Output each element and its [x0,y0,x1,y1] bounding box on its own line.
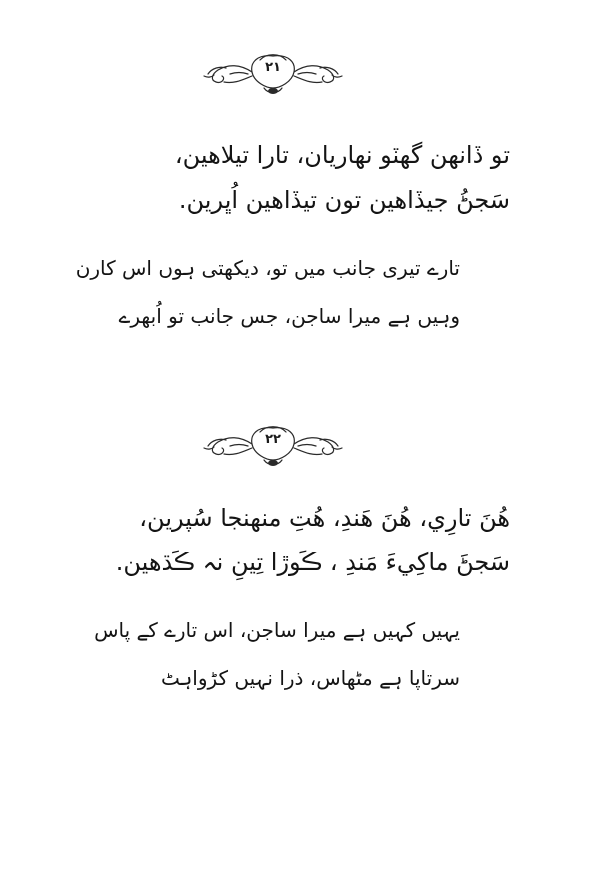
sindhi-verse-line: سَجڻَ ماکِيءَ مَندِ ، ڪَوڙا تِينِ نہ ڪَڌهين. [115,548,510,576]
urdu-translation-line: یہیں کہیں ہے میرا ساجن، اس تارے کے پاس [94,618,460,642]
urdu-translation-line: وہیں ہے میرا ساجن، جس جانب تو اُبھرے [118,304,460,328]
stanza-number-ornament [200,422,346,468]
stanza-number-ornament [200,50,346,96]
sindhi-verse-line: تو ڏانهن گهٽو نهاريان، تارا تيلاهين، [174,141,510,169]
sindhi-verse-line: هُنَ تارِي، هُنَ هَندِ، هُتِ منهنجا سُپرين، [139,504,510,532]
sindhi-verse-line: سَجڻُ جيڏاهين تون تيڏاهين اُڀرين. [178,186,510,214]
stanza-number: ۲۱ [265,60,281,75]
urdu-translation-line: سرتاپا ہے مٹھاس، ذرا نہیں کڑواہٹ [160,666,460,690]
stanza-number: ۲۲ [265,432,281,447]
urdu-translation-line: تارے تیری جانب میں تو، دیکھتی ہوں اس کارن [75,256,460,280]
